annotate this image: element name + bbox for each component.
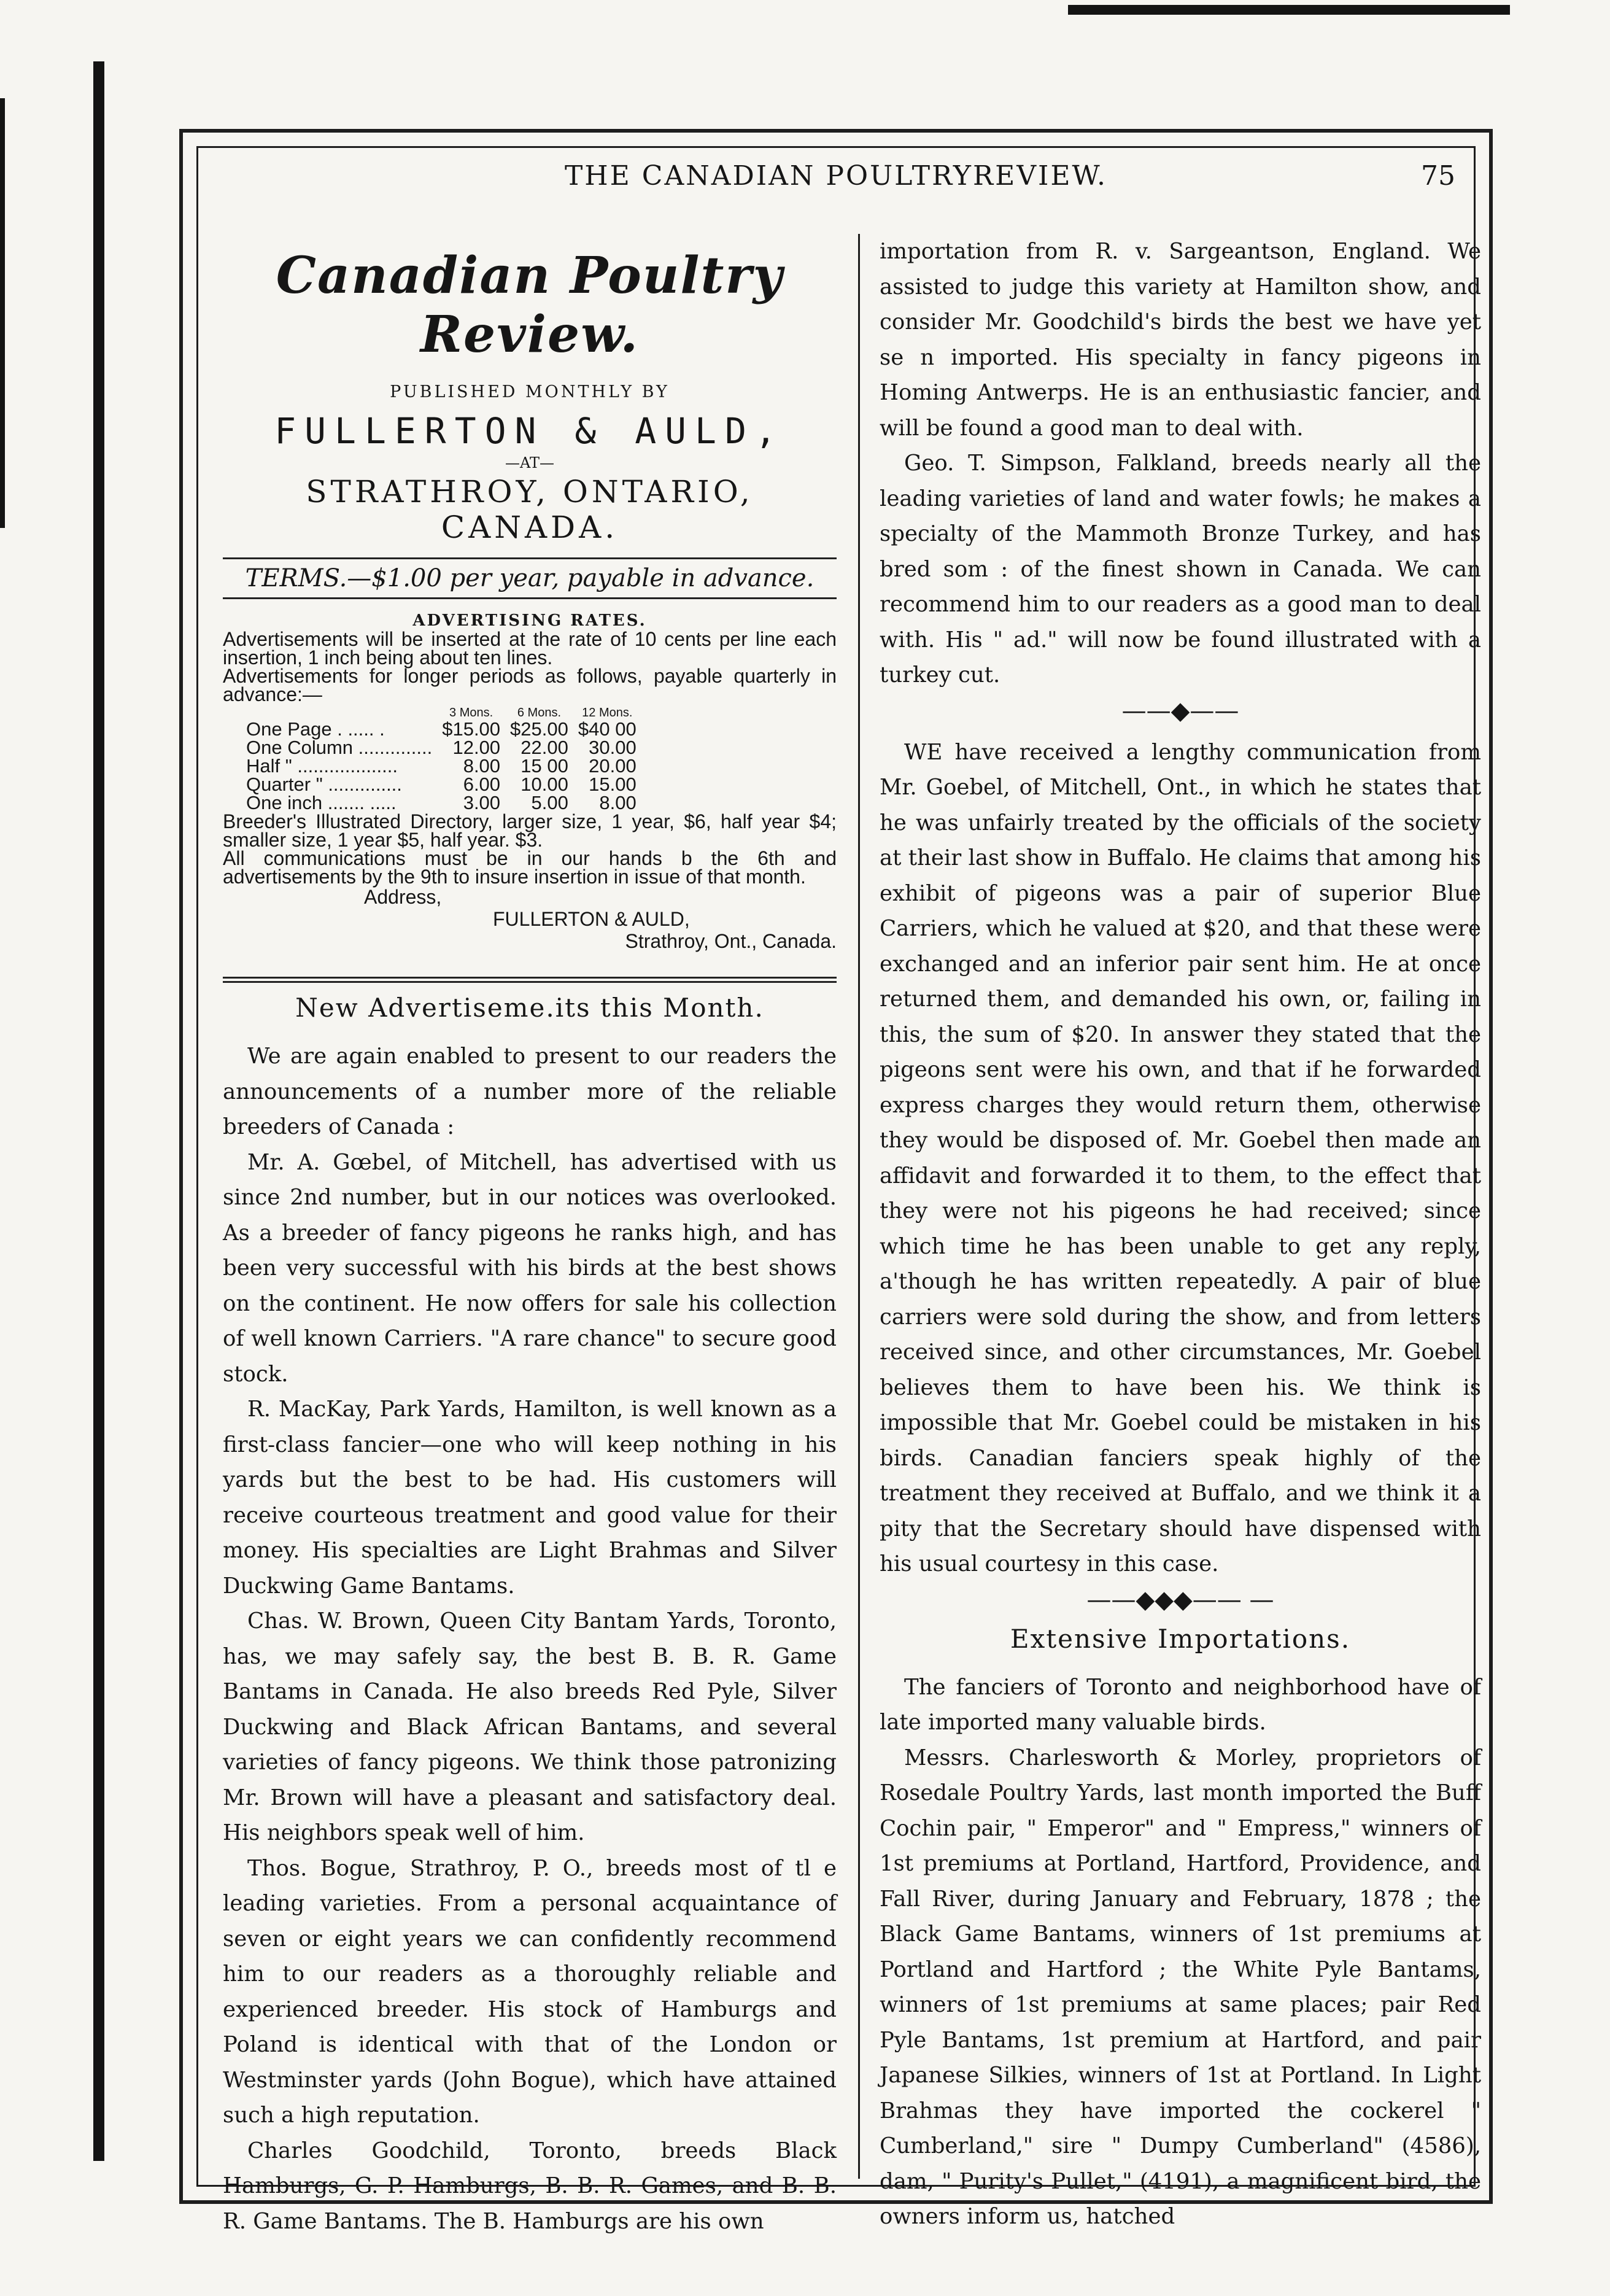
rates-table [241, 705, 641, 812]
rate-label: One Page . ..... . [246, 718, 385, 740]
scan-edge-bar-left [93, 61, 104, 2161]
rates-col-6mo: 6 Mons. [517, 706, 562, 719]
rate-3mo: 6.00 [463, 774, 501, 795]
advertising-heading: ADVERTISING RATES. [412, 611, 647, 630]
double-rule [223, 977, 837, 983]
rate-12mo: 20.00 [589, 755, 637, 777]
advertising-intro: Advertisements will be inserted at the rate of 10 cents per line each insertion, 1 inch being about ten lines. [223, 628, 837, 669]
article-paragraph: Mr. A. Gœbel, of Mitchell, has advertised with us since 2nd number, but in our notices was overlooked. As a breeder of fancy pigeons he ranks high, and has been very successful with his birds at the best shows on the continent. He now offers for sale his collection of well known Carriers. "A rare chance" to secure good stock. [223, 1149, 837, 1387]
section-divider: ——◆—— [1121, 696, 1239, 725]
right-column [880, 234, 1481, 2235]
rates-col-3mo: 3 Mons. [449, 706, 493, 719]
left-column [223, 234, 837, 2239]
rate-label: One Column .............. [246, 737, 433, 758]
article-paragraph: Charles Goodchild, Toronto, breeds Black Hamburgs, G. P. Hamburgs, B. B. R. Games, and B. B. R. Game Bantams. The B. Hamburgs are his own [223, 2138, 837, 2234]
article-paragraph: Geo. T. Simpson, Falkland, breeds nearly all the leading varieties of land and water fowls; he makes a specialty of the Mammoth Bronze Turkey, and has bred som : of the finest shown in Canada. We can recommend him to our readers as a good man to deal with. His " ad." will now be found illustrated with a turkey cut. [880, 451, 1481, 688]
page-frame [179, 129, 1493, 2234]
article-paragraph: Thos. Bogue, Strathroy, P. O., breeds most of tl e leading varieties. From a personal acquaintance of seven or eight years we can confidently recommend him to our readers as a thoroughly reliable and experienced breeder. His stock of Hamburgs and Poland is identical with that of the London or Westminster yards (John Bogue), which have attained such a high reputation. [223, 1855, 837, 2128]
rate-6mo: 10.00 [521, 774, 568, 795]
section-heading-new-ads: New Advertiseme.its this Month. [295, 993, 764, 1023]
rate-12mo: 15.00 [589, 774, 637, 795]
scan-edge-mark-left [0, 98, 5, 528]
rate-12mo: $40 00 [578, 718, 637, 740]
communications-deadline: All communications must be in our hands b the 6th and advertisements by the 9th to insure insertion in issue of that month. [223, 847, 837, 888]
directory-rates: Breeder's Illustrated Directory, larger size, 1 year, $6, half year $4; smaller size, 1 year $5, half year. $3. [223, 810, 837, 851]
article-paragraph: The fanciers of Toronto and neighborhood have of late imported many valuable birds. [880, 1674, 1481, 1735]
publisher-location: STRATHROY, ONTARIO, CANADA. [306, 474, 754, 545]
advertising-periods: Advertisements for longer periods as follows, payable quarterly in advance:— [223, 665, 837, 705]
at-line: —AT— [505, 454, 555, 471]
rate-3mo: $15.00 [442, 718, 501, 740]
rates-row [241, 720, 641, 739]
running-title: THE CANADIAN POULTRYREVIEW. [564, 160, 1108, 192]
article-paragraph: importation from R. v. Sargeantson, England. We assisted to judge this variety at Hamilton show, and consider Mr. Goodchild's birds the best we have yet se n imported. His specialty in fancy pigeons in Homing Antwerps. He is an enthusiastic fancier, and will be found a good man to deal with. [880, 239, 1481, 441]
rates-row [241, 775, 641, 794]
running-header [198, 160, 1474, 203]
rates-row [241, 757, 641, 775]
masthead-title: Canadian Poultry Review. [276, 246, 784, 364]
rates-row [241, 739, 641, 757]
address-name: FULLERTON & AULD, [493, 908, 690, 930]
article-paragraph: R. MacKay, Park Yards, Hamilton, is well known as a first-class fancier—one who will keep nothing in his yards but the best to be had. His customers will receive courteous treatment and good value for their money. His specialties are Light Brahmas and Silver Duckwing Game Bantams. [223, 1397, 837, 1599]
rates-col-12mo: 12 Mons. [582, 706, 633, 719]
rate-6mo: $25.00 [510, 718, 568, 740]
rate-12mo: 30.00 [589, 737, 637, 758]
rate-3mo: 8.00 [463, 755, 501, 777]
address-place: Strathroy, Ont., Canada. [625, 930, 837, 952]
section-divider: ——◆◆◆—— — [1086, 1585, 1274, 1614]
rate-3mo: 3.00 [463, 792, 501, 813]
article-paragraph: Chas. W. Brown, Queen City Bantam Yards, Toronto, has, we may safely say, the best B. B. R. Game Bantams in Canada. He also breeds Red Pyle, Silver Duckwing and Black African Bantams, and several varieties of fancy pigeons. We think those patronizing Mr. Brown will have a pleasant and satisfactory deal. His neighbors speak well of him. [223, 1608, 837, 1845]
article-paragraph: We are again enabled to present to our readers the announcements of a number more of the reliable breeders of Canada : [223, 1044, 837, 1139]
rate-6mo: 15 00 [521, 755, 568, 777]
column-rule [858, 234, 860, 2179]
publisher-name: FULLERTON & AULD, [274, 410, 785, 452]
article-paragraph: Messrs. Charlesworth & Morley, proprietors of Rosedale Poultry Yards, last month imported the Buff Cochin pair, " Emperor" and " Empress," winners of 1st premiums at Portland, Hartford, Providence, and Fall River, during January and February, 1878 ; the Black Game Bantams, winners of 1st premiums at Portland and Hartford ; the White Pyle Bantams, winners of 1st premiums at same places; pair Red Pyle Bantams, 1st premium at Hartford, and pair Japanese Silkies, winners of 1st at Portland. In Light Brahmas they have imported the cockerel " Cumberland," sire " Dumpy Cumberland" (4586), dam, " Purity's Pullet," (4191), a magnificent bird, the owners inform us, hatched [880, 1745, 1481, 2229]
rate-label: Quarter " .............. [246, 774, 402, 795]
rate-label: One inch ....... ..... [246, 792, 397, 813]
rates-row [241, 794, 641, 812]
rate-3mo: 12.00 [452, 737, 501, 758]
page-number: 75 [1421, 160, 1455, 192]
rate-6mo: 5.00 [531, 792, 568, 813]
section-heading-importations: Extensive Importations. [1010, 1623, 1351, 1654]
scan-edge-bar-top [1068, 5, 1510, 15]
published-monthly: PUBLISHED MONTHLY BY [390, 382, 670, 401]
goebel-complaint: WE have received a lengthy communication from Mr. Goebel, of Mitchell, Ont., in which he states that he was unfairly treated by the officials of the society at their last show in Buffalo. He claims that among his exhibit of pigeons was a pair of superior Blue Carriers, which he valued at $20, and that these were exchanged and an inferior pair sent him. He at once returned them, and demanded his own, or, failing in this, the sum of $20. In answer they stated that the pigeons sent were his own, and that if he forwarded express charges they would return them, otherwise they would be disposed of. Mr. Goebel then made an affidavit and forwarded it to them, to the effect that they were not his pigeons he had received; since which time he has been unable to get any reply, a'though he has written repeatedly. A pair of blue carriers were sold during the show, and from letters received since, and other circumstances, Mr. Goebel believes them to have been his. We think is impossible that Mr. Goebel could be mistaken in his birds. Canadian fanciers speak highly of the treatment they received at Buffalo, and we think it a pity that the Secretary should have dispensed with his usual courtesy in this case. [880, 739, 1481, 1577]
page-inner-frame [196, 146, 1481, 2234]
rate-6mo: 22.00 [521, 737, 568, 758]
subscription-terms: TERMS.—$1.00 per year, payable in advance. [223, 557, 837, 599]
address-label: Address, [364, 886, 442, 908]
rate-label: Half " ................... [246, 755, 398, 777]
rate-12mo: 8.00 [599, 792, 637, 813]
